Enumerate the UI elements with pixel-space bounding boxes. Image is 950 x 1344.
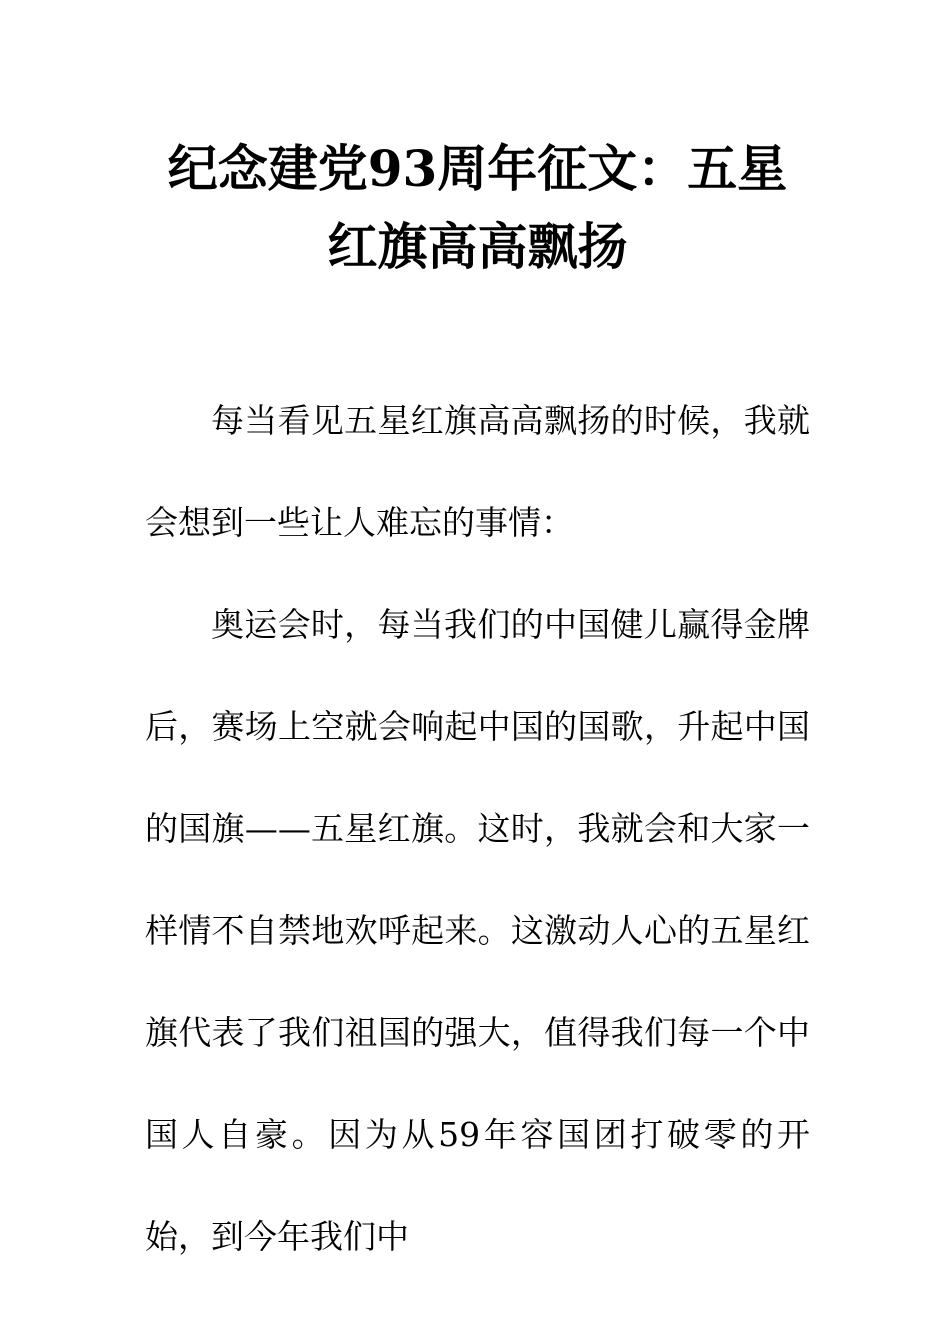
document-body xyxy=(145,370,810,1288)
paragraph-2: 奥运会时，每当我们的中国健儿赢得金牌后，赛场上空就会响起中国的国歌，升起中国的国旗——五星红旗。这时，我就会和大家一样情不自禁地欢呼起来。这激动人心的五星红旗代表了我们祖国的强大，值得我们每一个中国人自豪。因为从59年容国团打破零的开始，到今年我们中 xyxy=(145,605,810,1256)
paragraph-1: 每当看见五星红旗高高飘扬的时候，我就会想到一些让人难忘的事情： xyxy=(145,401,810,542)
document-title: 纪念建党93周年征文：五星红旗高高飘扬 xyxy=(167,139,788,276)
